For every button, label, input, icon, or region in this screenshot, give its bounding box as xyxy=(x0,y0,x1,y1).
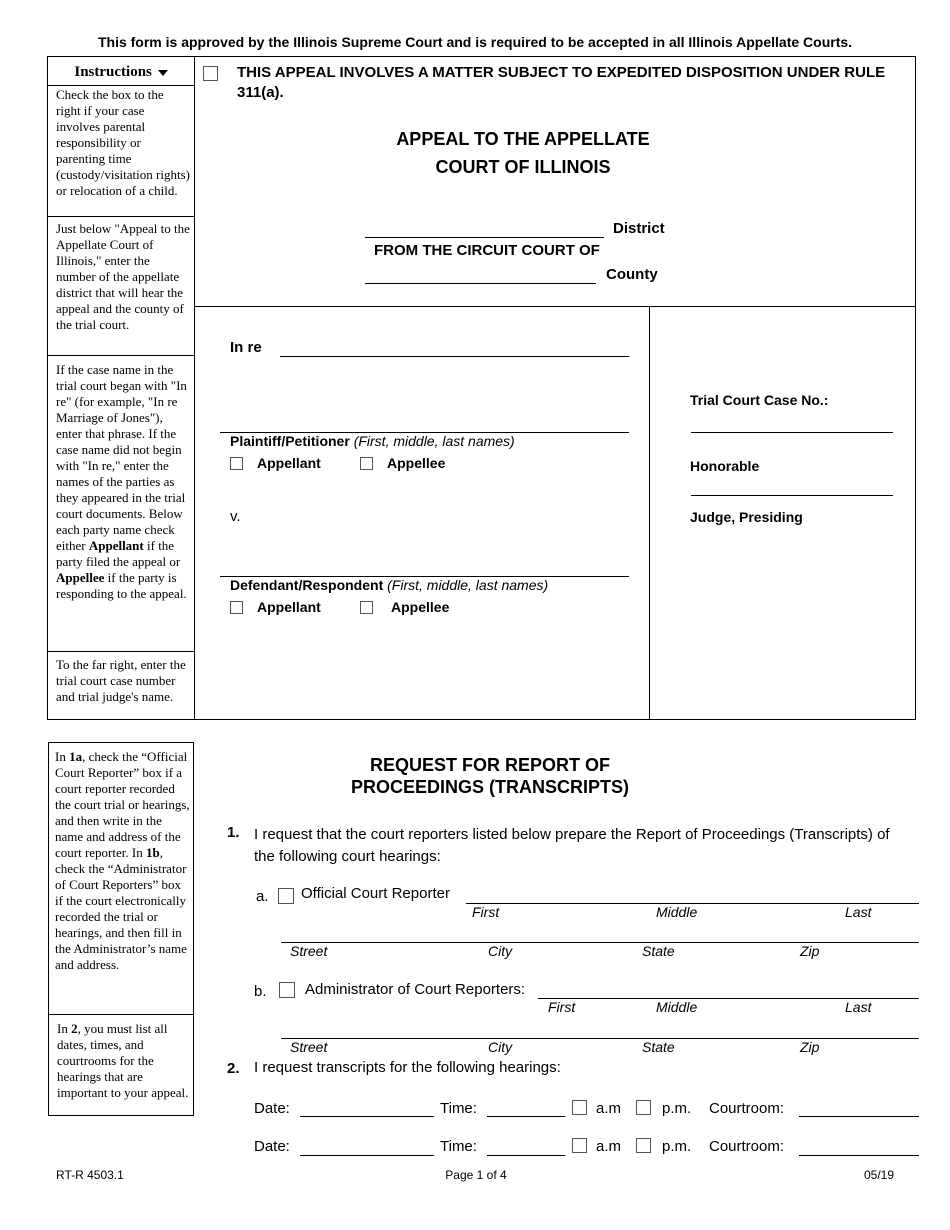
honorable-label: Honorable xyxy=(690,458,760,474)
administrator-checkbox[interactable] xyxy=(279,982,295,998)
instruction-note-1: Check the box to the right if your case involves parental responsibility or parenting time (custody/visitation rights) or relocation of a child. xyxy=(56,87,190,198)
last-name-caption: Last xyxy=(845,999,872,1015)
plaintiff-appellee-checkbox[interactable] xyxy=(360,457,373,470)
am-label: a.m xyxy=(596,1100,622,1117)
county-input[interactable] xyxy=(365,283,596,284)
item-1a-label: a. xyxy=(256,888,269,905)
administrator-address-input[interactable] xyxy=(281,1038,919,1039)
item-1-text: I request that the court reporters listed below prepare the Report of Proceedings (Transcripts) of the following court hearings: xyxy=(254,826,890,865)
zip-caption: Zip xyxy=(800,1039,820,1055)
hearing-date-label: Date: xyxy=(254,1100,290,1117)
district-input[interactable] xyxy=(365,237,604,238)
versus-label: v. xyxy=(230,508,241,525)
am-checkbox[interactable] xyxy=(572,1100,587,1115)
in-re-label: In re xyxy=(230,339,262,356)
from-circuit-label: FROM THE CIRCUIT COURT OF xyxy=(374,242,600,259)
divider xyxy=(48,85,194,86)
caption-divider xyxy=(194,306,916,307)
am-checkbox[interactable] xyxy=(572,1138,587,1153)
defendant-appellee-checkbox[interactable] xyxy=(360,601,373,614)
sidebar-divider xyxy=(194,56,195,720)
divider xyxy=(48,1014,194,1015)
request-title: REQUEST FOR REPORT OF PROCEEDINGS (TRANSCRIPTS) xyxy=(350,755,629,797)
hearing-time-input[interactable] xyxy=(487,1116,565,1117)
state-caption: State xyxy=(642,943,675,959)
divider xyxy=(48,216,194,217)
defendant-appellant-label: Appellant xyxy=(257,599,321,615)
item-2-number: 2. xyxy=(227,1060,240,1077)
instruction-note-2: Just below "Appeal to the Appellate Court of Illinois," enter the number of the appellate district that will hear the appeal and the county of the trial court. xyxy=(56,221,190,332)
form-date: 05/19 xyxy=(864,1168,895,1182)
instruction-note-4: To the far right, enter the trial court case number and trial judge's name. xyxy=(56,657,186,704)
hearing-time-input[interactable] xyxy=(487,1155,565,1156)
hearing-time-label: Time: xyxy=(440,1138,477,1155)
defendant-appellant-checkbox[interactable] xyxy=(230,601,243,614)
judge-name-input[interactable] xyxy=(691,495,893,496)
pm-label: p.m. xyxy=(662,1138,692,1155)
plaintiff-label: Plaintiff/Petitioner (First, middle, last names) xyxy=(230,433,515,449)
first-name-caption: First xyxy=(472,904,500,920)
courtroom-label: Courtroom: xyxy=(709,1100,785,1117)
reporter-address-input[interactable] xyxy=(281,942,919,943)
case-number-input[interactable] xyxy=(691,432,893,433)
county-label: County xyxy=(606,266,658,283)
page-number: Page 1 of 4 xyxy=(445,1168,507,1182)
expedited-label: THIS APPEAL INVOLVES A MATTER SUBJECT TO EXPEDITED DISPOSITION UNDER RULE 311(a). xyxy=(237,64,886,101)
courtroom-input[interactable] xyxy=(799,1155,919,1156)
street-caption: Street xyxy=(290,1039,328,1055)
caret-down-icon xyxy=(158,70,168,76)
plaintiff-appellant-checkbox[interactable] xyxy=(230,457,243,470)
plaintiff-appellee-label: Appellee xyxy=(387,455,446,471)
approval-notice: This form is approved by the Illinois Supreme Court and is required to be accepted in all Illinois Appellate Courts. xyxy=(97,34,853,50)
plaintiff-appellant-label: Appellant xyxy=(257,455,321,471)
pm-checkbox[interactable] xyxy=(636,1138,651,1153)
in-re-input[interactable] xyxy=(280,356,629,357)
state-caption: State xyxy=(642,1039,675,1055)
hearing-date-input[interactable] xyxy=(300,1155,434,1156)
request-note-1: In 1a, check the “Official Court Reporter” box if a court reporter recorded the court trial or hearings, and then write in the name and address of the court reporter. In 1b, check the “Administrator of Court Reporters” box if the court electronically recorded the trial or hearings, and then fill in the Administrator’s name and address. xyxy=(55,749,190,972)
zip-caption: Zip xyxy=(800,943,820,959)
city-caption: City xyxy=(488,943,513,959)
request-note-2: In 2, you must list all dates, times, and courtrooms for the hearings that are important to your appeal. xyxy=(57,1021,189,1100)
item-2-text: I request transcripts for the following hearings: xyxy=(254,1059,561,1076)
hearing-date-input[interactable] xyxy=(300,1116,434,1117)
hearing-time-label: Time: xyxy=(440,1100,477,1117)
middle-name-caption: Middle xyxy=(656,904,698,920)
item-1b-label: b. xyxy=(254,983,267,1000)
expedited-checkbox[interactable] xyxy=(203,66,218,81)
parties-divider xyxy=(649,306,650,720)
courtroom-input[interactable] xyxy=(799,1116,919,1117)
pm-label: p.m. xyxy=(662,1100,692,1117)
case-number-label: Trial Court Case No.: xyxy=(690,392,829,408)
am-label: a.m xyxy=(596,1138,622,1155)
form-number: RT-R 4503.1 xyxy=(56,1168,124,1182)
official-court-reporter-checkbox[interactable] xyxy=(278,888,294,904)
middle-name-caption: Middle xyxy=(656,999,698,1015)
official-court-reporter-label: Official Court Reporter xyxy=(301,885,450,902)
defendant-appellee-label: Appellee xyxy=(391,599,450,615)
city-caption: City xyxy=(488,1039,513,1055)
instruction-note-3: If the case name in the trial court began with "In re" (for example, "In re Marriage of Jones"), enter that phrase. If the case name did not begin with "In re," enter the names of the parties as they appeared in the trial court documents. Below each party name check either Appellant if the party filed the appeal or Appellee if the party is responding to the appeal. xyxy=(56,362,187,601)
pm-checkbox[interactable] xyxy=(636,1100,651,1115)
judge-presiding-label: Judge, Presiding xyxy=(690,509,803,525)
divider xyxy=(48,355,194,356)
item-1-number: 1. xyxy=(227,824,240,841)
district-label: District xyxy=(613,220,665,237)
courtroom-label: Courtroom: xyxy=(709,1138,785,1155)
divider xyxy=(48,651,194,652)
appellate-title: APPEAL TO THE APPELLATE COURT OF ILLINOIS xyxy=(396,129,650,177)
administrator-label: Administrator of Court Reporters: xyxy=(305,981,526,998)
street-caption: Street xyxy=(290,943,328,959)
first-name-caption: First xyxy=(548,999,576,1015)
hearing-date-label: Date: xyxy=(254,1138,290,1155)
last-name-caption: Last xyxy=(845,904,872,920)
instructions-heading[interactable]: Instructions xyxy=(48,64,194,81)
defendant-label: Defendant/Respondent (First, middle, last names) xyxy=(230,577,549,593)
